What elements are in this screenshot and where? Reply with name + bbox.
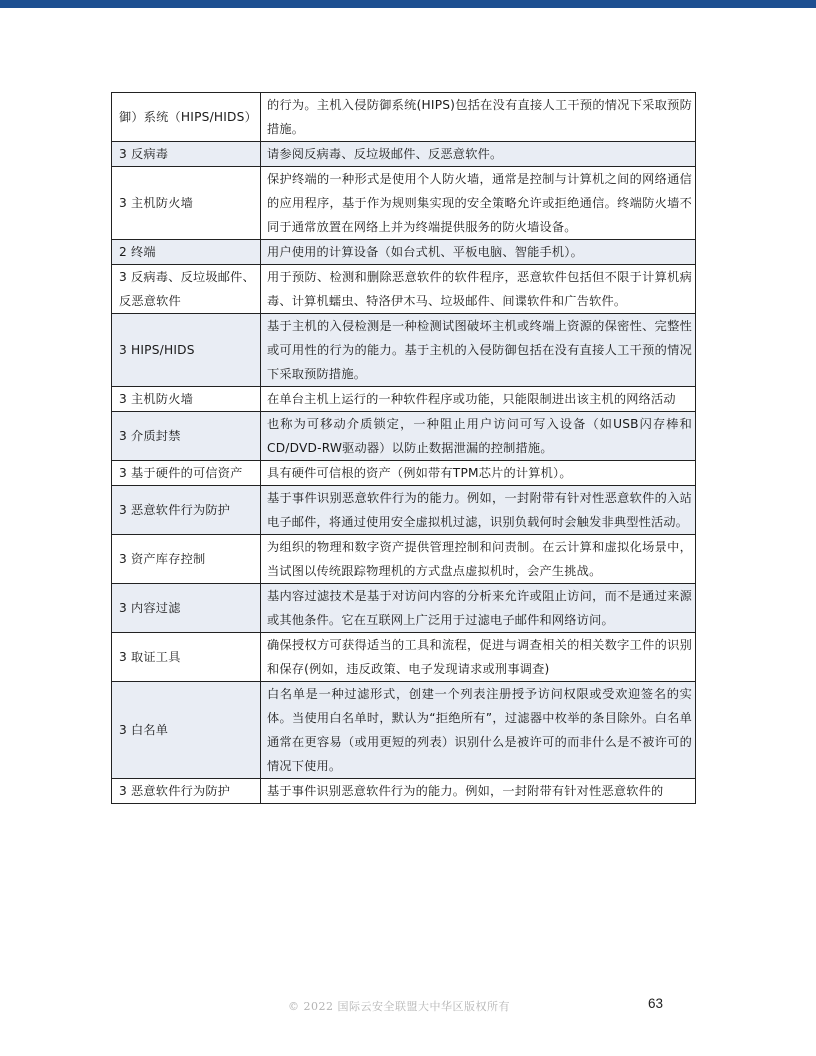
table-row <box>112 584 696 633</box>
definition-cell: 确保授权方可获得适当的工具和流程，促进与调查相关的相关数字工件的识别和保存(例如，违反政策、电子发现请求或刑事调查) <box>261 633 696 682</box>
term-cell: 3 介质封禁 <box>112 412 261 461</box>
table-row <box>112 535 696 584</box>
table-row <box>112 93 696 142</box>
definition-cell: 用于预防、检测和删除恶意软件的软件程序，恶意软件包括但不限于计算机病毒、计算机蠕虫、特洛伊木马、垃圾邮件、间谍软件和广告软件。 <box>261 265 696 314</box>
term-cell: 3 内容过滤 <box>112 584 261 633</box>
definition-cell: 具有硬件可信根的资产（例如带有TPM芯片的计算机）。 <box>261 461 696 486</box>
table-row <box>112 387 696 412</box>
definition-cell: 也称为可移动介质锁定，一种阻止用户访问可写入设备（如USB闪存棒和CD/DVD-RW驱动器）以防止数据泄漏的控制措施。 <box>261 412 696 461</box>
definition-cell: 白名单是一种过滤形式，创建一个列表注册授予访问权限或受欢迎签名的实体。当使用白名单时，默认为“拒绝所有”，过滤器中枚举的条目除外。白名单通常在更容易（或用更短的列表）识别什么是被许可的而非什么是不被许可的情况下使用。 <box>261 682 696 779</box>
term-cell: 3 主机防火墙 <box>112 167 261 240</box>
term-cell: 3 资产库存控制 <box>112 535 261 584</box>
top-accent-bar <box>0 0 816 8</box>
table-row <box>112 412 696 461</box>
definition-cell: 的行为。主机入侵防御系统(HIPS)包括在没有直接人工干预的情况下采取预防措施。 <box>261 93 696 142</box>
definition-cell: 基于事件识别恶意软件行为的能力。例如，一封附带有针对性恶意软件的 <box>261 779 696 804</box>
definition-cell: 用户使用的计算设备（如台式机、平板电脑、智能手机）。 <box>261 240 696 265</box>
term-cell: 3 HIPS/HIDS <box>112 314 261 387</box>
term-cell: 3 主机防火墙 <box>112 387 261 412</box>
table-row <box>112 265 696 314</box>
term-cell: 御）系统（HIPS/HIDS） <box>112 93 261 142</box>
table-row <box>112 240 696 265</box>
page-number: 63 <box>648 996 664 1011</box>
term-cell: 3 恶意软件行为防护 <box>112 486 261 535</box>
table-row <box>112 142 696 167</box>
term-cell: 3 反病毒、反垃圾邮件、反恶意软件 <box>112 265 261 314</box>
table-row <box>112 682 696 779</box>
table-row <box>112 633 696 682</box>
term-cell: 3 基于硬件的可信资产 <box>112 461 261 486</box>
table-row <box>112 167 696 240</box>
definition-cell: 保护终端的一种形式是使用个人防火墙，通常是控制与计算机之间的网络通信的应用程序，基于作为规则集实现的安全策略允许或拒绝通信。终端防火墙不同于通常放置在网络上并为终端提供服务的防火墙设备。 <box>261 167 696 240</box>
term-cell: 3 白名单 <box>112 682 261 779</box>
definition-cell: 基内容过滤技术是基于对访问内容的分析来允许或阻止访问，而不是通过来源或其他条件。它在互联网上广泛用于过滤电子邮件和网络访问。 <box>261 584 696 633</box>
glossary-table <box>111 92 696 804</box>
definition-cell: 请参阅反病毒、反垃圾邮件、反恶意软件。 <box>261 142 696 167</box>
term-cell: 3 恶意软件行为防护 <box>112 779 261 804</box>
definition-cell: 基于事件识别恶意软件行为的能力。例如，一封附带有针对性恶意软件的入站电子邮件，将通过使用安全虚拟机过滤，识别负载何时会触发非典型性活动。 <box>261 486 696 535</box>
table-row <box>112 461 696 486</box>
definition-cell: 在单台主机上运行的一种软件程序或功能，只能限制进出该主机的网络活动 <box>261 387 696 412</box>
term-cell: 3 取证工具 <box>112 633 261 682</box>
table-row <box>112 314 696 387</box>
term-cell: 2 终端 <box>112 240 261 265</box>
definition-cell: 为组织的物理和数字资产提供管理控制和问责制。在云计算和虚拟化场景中，当试图以传统跟踪物理机的方式盘点虚拟机时，会产生挑战。 <box>261 535 696 584</box>
term-cell: 3 反病毒 <box>112 142 261 167</box>
footer-copyright: © 2022 国际云安全联盟大中华区版权所有 <box>288 1000 510 1013</box>
table-row <box>112 779 696 804</box>
definition-cell: 基于主机的入侵检测是一种检测试图破坏主机或终端上资源的保密性、完整性或可用性的行为的能力。基于主机的入侵防御包括在没有直接人工干预的情况下采取预防措施。 <box>261 314 696 387</box>
table-row <box>112 486 696 535</box>
